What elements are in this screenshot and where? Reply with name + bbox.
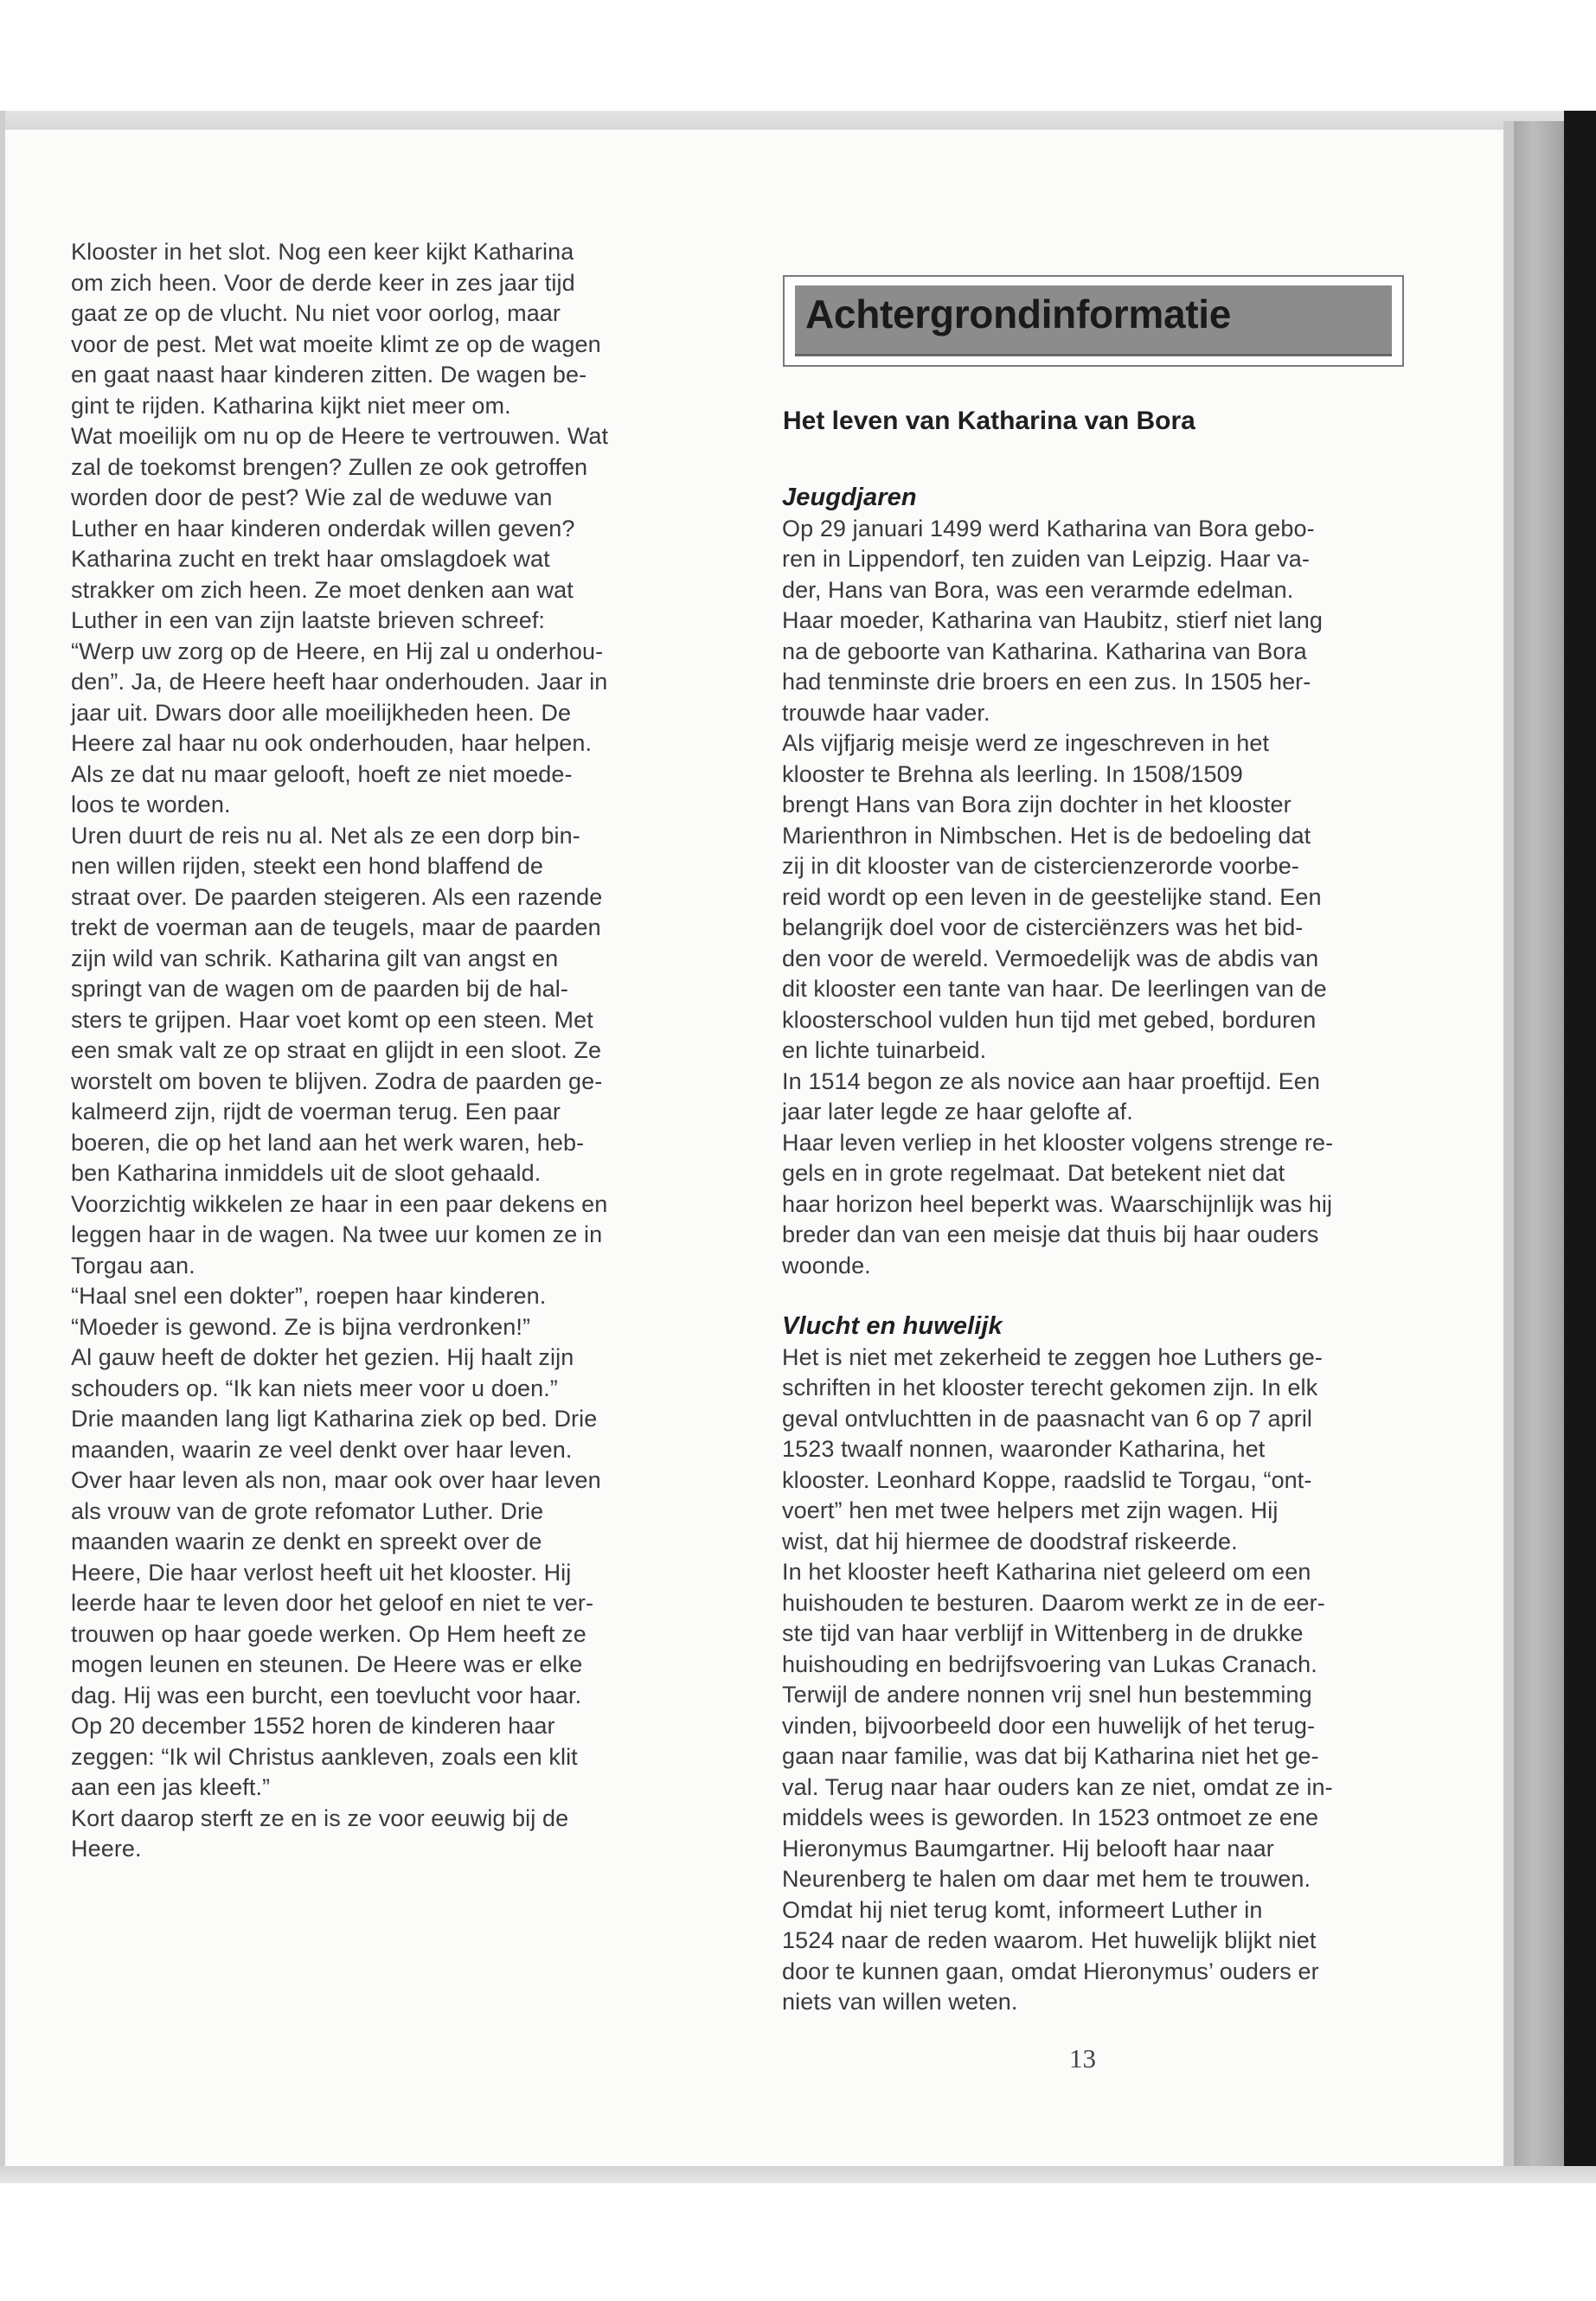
text-line: zij in dit klooster van de cistercienzerorde voorbe-: [782, 853, 1299, 879]
text-line: ren in Lippendorf, ten zuiden van Leipzig. Haar va-: [782, 546, 1310, 572]
text-line: klooster. Leonhard Koppe, raadslid te Torgau, “ont-: [782, 1466, 1312, 1493]
text-line: In het klooster heeft Katharina niet geleerd om een: [782, 1559, 1311, 1585]
text-line: straat over. De paarden steigeren. Als een razende: [71, 883, 603, 910]
text-line: breder dan van een meisje dat thuis bij haar ouders: [782, 1221, 1319, 1247]
text-line: voert” hen met twee helpers met zijn wagen. Hij: [782, 1497, 1279, 1523]
text-line: voor de pest. Met wat moeite klimt ze op de wagen: [71, 330, 601, 357]
text-line: sters te grijpen. Haar voet komt op een steen. Met: [71, 1006, 593, 1033]
text-line: Voorzichtig wikkelen ze haar in een paar dekens en: [71, 1190, 608, 1217]
binding-gap: [1503, 121, 1514, 2180]
text-line: trouwde haar vader.: [782, 699, 990, 726]
text-line: den”. Ja, de Heere heeft haar onderhouden. Jaar in: [71, 669, 608, 695]
text-line: om zich heen. Voor de derde keer in zes jaar tijd: [71, 269, 575, 296]
text-line: Als ze dat nu maar gelooft, hoeft ze niet moede-: [71, 760, 573, 787]
text-line: ben Katharina inmiddels uit de sloot gehaald.: [71, 1160, 542, 1186]
text-line: reid wordt op een leven in de geestelijke stand. Een: [782, 883, 1322, 910]
text-line: belangrijk doel voor de cisterciënzers was het bid-: [782, 914, 1304, 940]
text-line: nen willen rijden, steekt een hond blaffend de: [71, 853, 543, 879]
text-line: springt van de wagen om de paarden bij de hal-: [71, 976, 568, 1002]
section-vlucht-en-huwelijk: [782, 1311, 1405, 2018]
text-line: door te kunnen gaan, omdat Hieronymus’ ouders er: [782, 1958, 1319, 1984]
text-line: middels wees is geworden. In 1523 ontmoet ze ene: [782, 1804, 1319, 1830]
text-line: Al gauw heeft de dokter het gezien. Hij haalt zijn: [71, 1344, 574, 1370]
text-line: Het is niet met zekerheid te zeggen hoe Luthers ge-: [782, 1343, 1323, 1370]
text-line: na de geboorte van Katharina. Katharina van Bora: [782, 638, 1307, 664]
text-line: worstelt om boven te blijven. Zodra de paarden ge-: [71, 1067, 603, 1094]
text-line: Over haar leven als non, maar ook over haar leven: [71, 1467, 601, 1493]
text-line: kalmeerd zijn, rijdt de voerman terug. Een paar: [71, 1099, 561, 1125]
page-number: 13: [1069, 2043, 1096, 2073]
text-line: trekt de voerman aan de teugels, maar de paarden: [71, 914, 601, 940]
text-line: “Haal snel een dokter”, roepen haar kinderen.: [71, 1283, 547, 1309]
text-line: val. Terug naar haar ouders kan ze niet, omdat ze in-: [782, 1773, 1333, 1800]
text-line: Luther en haar kinderen onderdak willen geven?: [71, 515, 575, 542]
text-line: aan een jas kleeft.”: [71, 1774, 271, 1800]
text-line: Op 29 januari 1499 werd Katharina van Bora gebo-: [782, 515, 1315, 542]
text-line: strakker om zich heen. Ze moet denken aan wat: [71, 576, 574, 603]
text-line: Haar moeder, Katharina van Haubitz, stierf niet lang: [782, 607, 1324, 633]
story-text: [71, 237, 702, 1865]
text-line: worden door de pest? Wie zal de weduwe van: [71, 484, 553, 510]
text-line: wist, dat hij hiermee de doodstraf riskeerde.: [782, 1528, 1238, 1554]
text-line: Omdat hij niet terug komt, informeert Luther in: [782, 1896, 1263, 1923]
text-line: leerde haar te leven door het geloof en niet te ver-: [71, 1590, 594, 1616]
text-line: “Moeder is gewond. Ze is bijna verdronken!”: [71, 1313, 531, 1340]
section-text: [782, 514, 1405, 1282]
text-line: brengt Hans van Bora zijn dochter in het klooster: [782, 792, 1292, 817]
article-title: Het leven van Katharina van Bora: [783, 407, 1195, 435]
text-line: Haar leven verliep in het klooster volgens strenge re-: [782, 1129, 1334, 1156]
header-shading: [795, 285, 1392, 356]
text-line: gaan naar familie, was dat bij Katharina niet het ge-: [782, 1743, 1319, 1769]
text-line: huishouding en bedrijfsvoering van Lukas Cranach.: [782, 1650, 1317, 1677]
book-cover-board: [1514, 121, 1564, 2183]
text-line: een smak valt ze op straat en glijdt in een sloot. Ze: [71, 1037, 602, 1063]
text-line: ste tijd van haar verblijf in Wittenberg in de drukke: [782, 1620, 1304, 1646]
text-line: had tenminste drie broers en een zus. In 1505 her-: [782, 669, 1311, 695]
text-line: jaar uit. Dwars door alle moeilijkheden heen. De: [71, 699, 572, 726]
text-line: Drie maanden lang ligt Katharina ziek op bed. Drie: [71, 1406, 598, 1432]
text-line: gels en in grote regelmaat. Dat betekent niet dat: [782, 1160, 1285, 1186]
text-line: huishouden te besturen. Daarom werkt ze in de eer-: [782, 1589, 1325, 1616]
text-line: maanden, waarin ze veel denkt over haar leven.: [71, 1436, 573, 1463]
text-line: woonde.: [782, 1252, 871, 1279]
text-line: Katharina zucht en trekt haar omslagdoek wat: [71, 546, 550, 572]
text-line: Hieronymus Baumgartner. Hij belooft haar naar: [782, 1835, 1274, 1862]
text-line: boeren, die op het land aan het werk waren, heb-: [71, 1129, 585, 1156]
text-line: en gaat naast haar kinderen zitten. De wagen be-: [71, 362, 587, 388]
text-line: Als vijfjarig meisje werd ze ingeschreven in het: [782, 730, 1270, 756]
text-line: gint te rijden. Katharina kijkt niet meer om.: [71, 392, 511, 419]
info-column: [782, 483, 1405, 2018]
text-line: geval ontvluchtten in de paasnacht van 6 op 7 april: [782, 1405, 1313, 1432]
text-line: Op 20 december 1552 horen de kinderen haar: [71, 1713, 555, 1739]
text-line: 1523 twaalf nonnen, waaronder Katharina, het: [782, 1436, 1266, 1462]
section-jeugdjaren: [782, 483, 1405, 1281]
text-line: Kort daarop sterft ze en is ze voor eeuwig bij de: [71, 1804, 569, 1831]
text-line: den voor de wereld. Vermoedelijk was de abdis van: [782, 945, 1319, 971]
scan-edge-top: [0, 111, 1596, 130]
section-heading: Jeugdjaren: [782, 484, 917, 511]
text-line: schriften in het klooster terecht gekomen zijn. In elk: [782, 1375, 1318, 1400]
text-line: Uren duurt de reis nu al. Net als ze een dorp bin-: [71, 822, 580, 849]
text-line: zeggen: “Ik wil Christus aankleven, zoals een klit: [71, 1743, 578, 1770]
text-line: kloosterschool vulden hun tijd met gebed, borduren: [782, 1006, 1317, 1033]
text-line: trouwen op haar goede werken. Op Hem heeft ze: [71, 1620, 586, 1647]
text-line: Terwijl de andere nonnen vrij snel hun bestemming: [782, 1682, 1312, 1708]
book-spine: [1564, 111, 1596, 2183]
text-line: Torgau aan.: [71, 1252, 195, 1279]
text-line: jaar later legde ze haar gelofte af.: [782, 1099, 1133, 1125]
scan-edge-bottom: [0, 2166, 1596, 2183]
text-line: als vrouw van de grote refomator Luther. Drie: [71, 1497, 544, 1524]
text-line: vinden, bijvoorbeeld door een huwelijk of het terug-: [782, 1712, 1316, 1739]
text-line: Neurenberg te halen om daar met hem te trouwen.: [782, 1866, 1311, 1892]
text-line: klooster te Brehna als leerling. In 1508/1509: [782, 760, 1243, 787]
text-line: haar horizon heel beperkt was. Waarschijnlijk was hij: [782, 1190, 1333, 1217]
section-heading: Vlucht en huwelijk: [782, 1312, 1003, 1340]
story-column: [71, 237, 702, 1865]
text-line: mogen leunen en steunen. De Heere was er elke: [71, 1651, 583, 1677]
text-line: dit klooster een tante van haar. De leerlingen van de: [782, 976, 1327, 1002]
text-line: en lichte tuinarbeid.: [782, 1037, 987, 1063]
text-line: “Werp uw zorg op de Heere, en Hij zal u onderhou-: [71, 638, 604, 664]
text-line: In 1514 begon ze als novice aan haar proeftijd. Een: [782, 1067, 1321, 1094]
text-line: Heere, Die haar verlost heeft uit het klooster. Hij: [71, 1559, 572, 1586]
text-line: zal de toekomst brengen? Zullen ze ook getroffen: [71, 453, 588, 480]
text-line: dag. Hij was een burcht, een toevlucht voor haar.: [71, 1682, 582, 1708]
header-title: Achtergrondinformatie: [805, 292, 1232, 336]
text-line: maanden waarin ze denkt en spreekt over de: [71, 1529, 542, 1554]
text-line: Marienthron in Nimbschen. Het is de bedoeling dat: [782, 822, 1311, 849]
text-line: Klooster in het slot. Nog een keer kijkt Katharina: [71, 239, 574, 265]
text-line: Heere.: [71, 1836, 142, 1862]
text-line: niets van willen weten.: [782, 1989, 1018, 2015]
text-line: Heere zal haar nu ook onderhouden, haar helpen.: [71, 730, 593, 756]
text-line: zijn wild van schrik. Katharina gilt van angst en: [71, 945, 559, 971]
text-line: gaat ze op de vlucht. Nu niet voor oorlog, maar: [71, 300, 561, 326]
section-text: [782, 1343, 1405, 2018]
text-line: schouders op. “Ik kan niets meer voor u doen.”: [71, 1375, 558, 1401]
background-info-header: [783, 275, 1404, 367]
text-line: der, Hans van Bora, was een verarmde edelman.: [782, 576, 1294, 603]
text-line: loos te worden.: [71, 792, 231, 817]
text-line: Wat moeilijk om nu op de Heere te vertrouwen. Wat: [71, 423, 609, 449]
text-line: leggen haar in de wagen. Na twee uur komen ze in: [71, 1221, 603, 1247]
text-line: 1524 naar de reden waarom. Het huwelijk blijkt niet: [782, 1927, 1317, 1953]
text-line: Luther in een van zijn laatste brieven schreef:: [71, 607, 546, 633]
